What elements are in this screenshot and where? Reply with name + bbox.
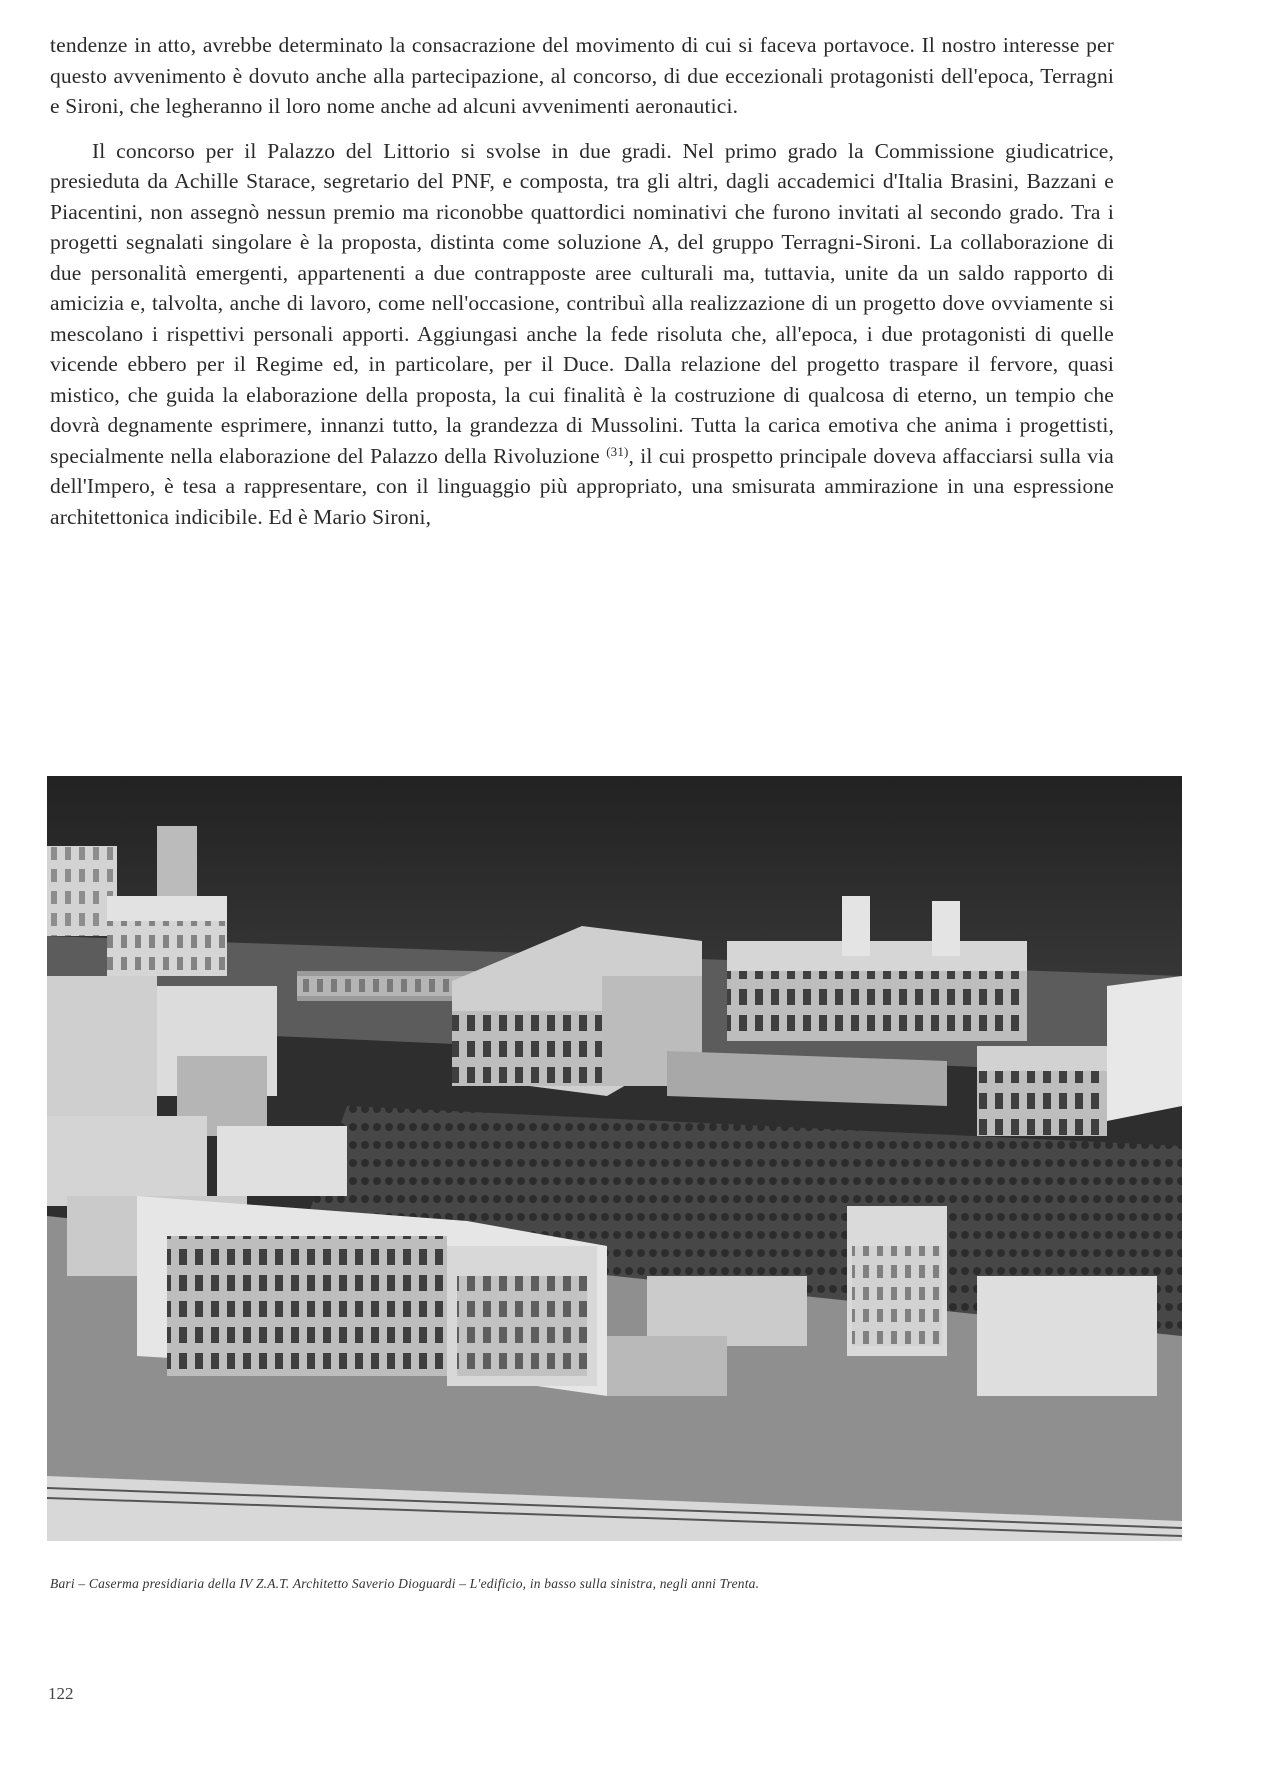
footnote-ref-31: (31) <box>606 443 629 459</box>
paragraph-2-text-b: , il cui prospetto principale doveva affacciarsi sulla via dell'Impero, è tesa a rappresentare, con il linguaggio più appropriato, una smisurata ammirazione in una espressione architettonica indicibile. Ed è Mario Sironi, <box>50 443 1114 529</box>
paragraph-2-text-a: Il concorso per il Palazzo del Littorio si svolse in due gradi. Nel primo grado la Commissione giudicatrice, presieduta da Achille Starace, segretario del PNF, e composta, tra gli altri, dagli accademici d'Italia Brasini, Bazzani e Piacentini, non assegnò nessun premio ma riconobbe quattordici nominativi che furono invitati al secondo grado. Tra i progetti segnalati singolare è la proposta, distinta come soluzione A, del gruppo Terragni-Sironi. La collaborazione di due personalità emergenti, appartenenti a due contrapposte aree culturali ma, tuttavia, unite da un saldo rapporto di amicizia e, talvolta, anche di lavoro, come nell'occasione, contribuì alla realizzazione di un progetto dove ovviamente si mescolano i rispettivi personali apporti. Aggiungasi anche la fede risoluta che, all'epoca, i due protagonisti di quelle vicende ebbero per il Regime ed, in particolare, per il Duce. Dalla relazione del progetto traspare il fervore, quasi mistico, che guida la elaborazione della proposta, la cui finalità è la costruzione di qualcosa di eterno, un tempio che dovrà degnamente esprimere, innanzi tutto, la grandezza di Mussolini. Tutta la carica emotiva che anima i progettisti, specialmente nella elaborazione del Palazzo della Rivoluzione <box>50 138 1114 468</box>
body-text <box>50 30 1114 546</box>
paragraph-2 <box>50 136 1114 533</box>
paragraph-1: tendenze in atto, avrebbe determinato la consacrazione del movimento di cui si faceva portavoce. Il nostro interesse per questo avvenimento è dovuto anche alla partecipazione, al concorso, di due eccezionali protagonisti dell'epoca, Terragni e Sironi, che legheranno il loro nome anche ad alcuni avvenimenti aeronautici. <box>50 33 1114 118</box>
page-number: 122 <box>48 1684 74 1703</box>
aerial-photo <box>47 776 1182 1541</box>
aerial-photo-illustration <box>47 776 1182 1541</box>
figure-caption: Bari – Caserma presidiaria della IV Z.A.T. Architetto Saverio Dioguardi – L'edificio, in basso sulla sinistra, negli anni Trenta. <box>50 1576 760 1591</box>
